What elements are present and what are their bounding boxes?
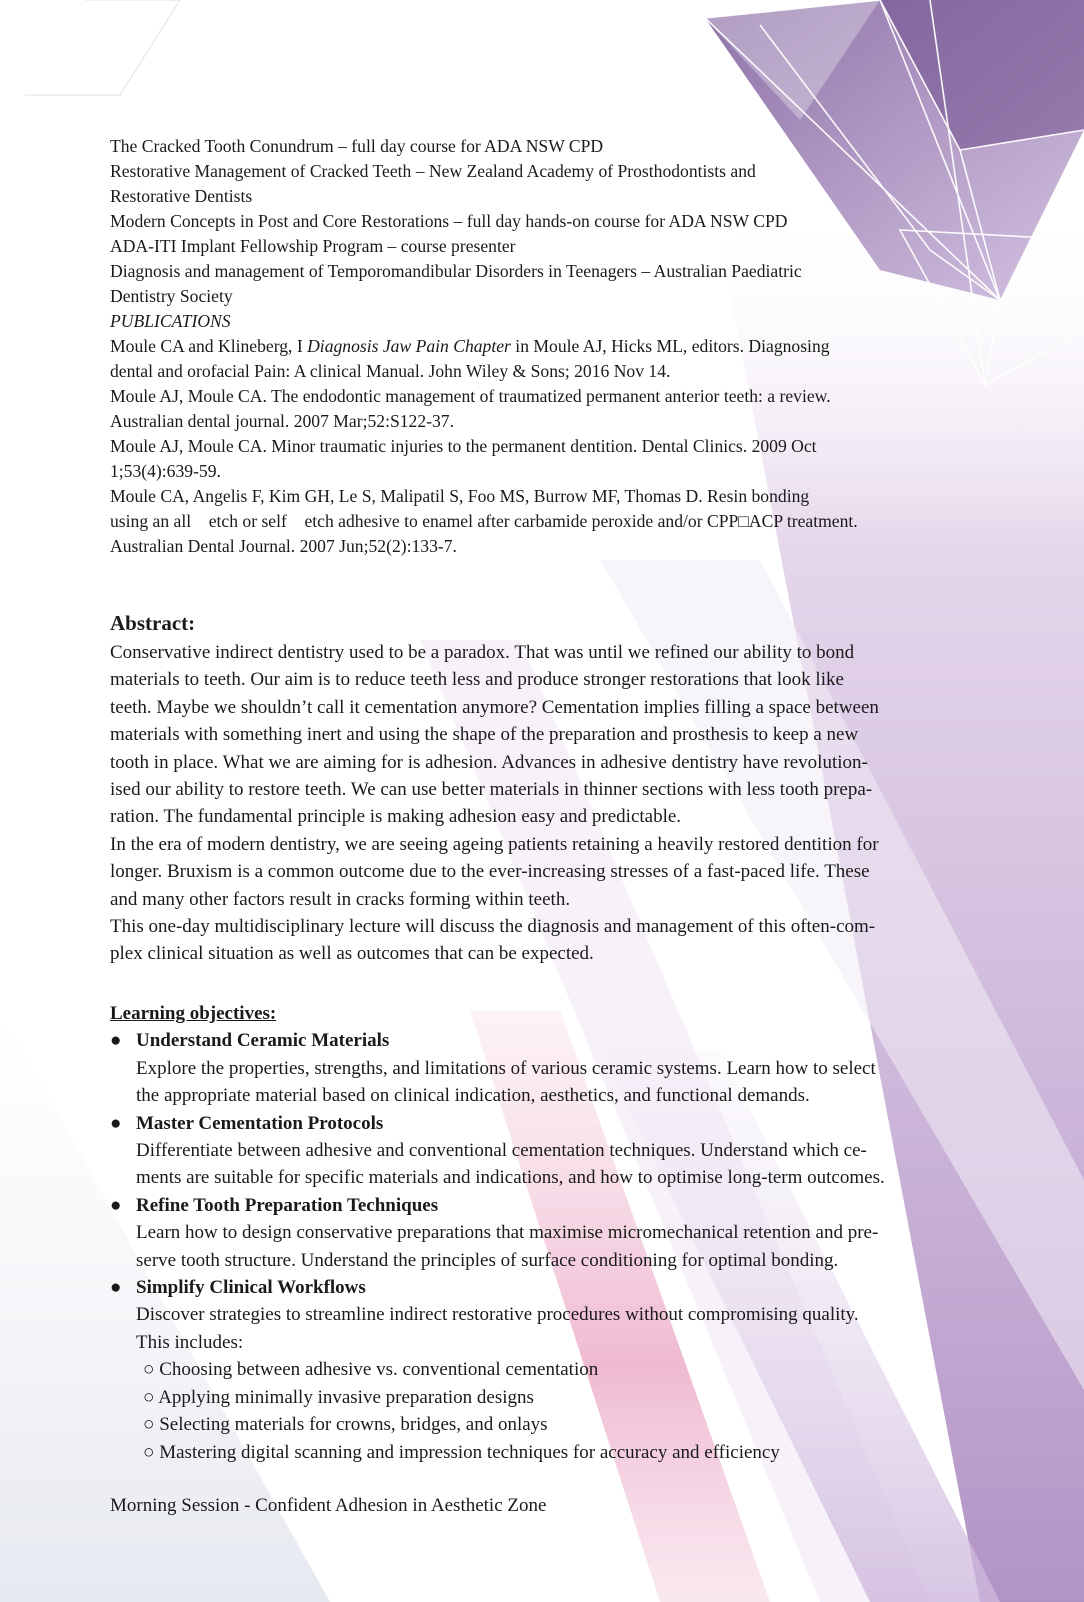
publication-line: using an all etch or self etch adhesive to enamel after carbamide peroxide and/or CPP□ACP treatment.: [110, 511, 858, 531]
abstract-line: Conservative indirect dentistry used to be a paradox. That was until we refined our ability to bond: [110, 642, 855, 663]
abstract-body: [110, 639, 1010, 968]
objective-line: the appropriate material based on clinical indication, aesthetics, and functional demands.: [136, 1085, 810, 1107]
publication-chapter-title: Diagnosis Jaw Pain Chapter: [307, 336, 511, 356]
sub-list-item: ○ Choosing between adhesive vs. conventional cementation: [143, 1359, 599, 1381]
publication-line: 1;53(4):639-59.: [110, 461, 221, 481]
course-line: ADA-ITI Implant Fellowship Program – course presenter: [110, 236, 516, 256]
circle-bullet-icon: ○: [143, 1441, 155, 1463]
objective-description: [110, 1055, 1010, 1110]
circle-bullet-icon: ○: [143, 1359, 155, 1381]
objective-sub-list: [110, 1356, 1010, 1466]
abstract-line: materials with something inert and using the shape of the preparation and prosthesis to keep a new: [110, 724, 859, 746]
objective-title: [110, 1192, 1010, 1219]
objective-title-text: Master Cementation Protocols: [136, 1112, 384, 1134]
objective-description: [110, 1219, 1010, 1274]
publication-authors: Moule CA and Klineberg, I: [110, 336, 308, 356]
abstract-line: In the era of modern dentistry, we are seeing ageing patients retaining a heavily restored dentition for: [110, 833, 879, 855]
bullet-icon: ●: [110, 1194, 122, 1216]
bullet-icon: ●: [110, 1277, 122, 1299]
course-line: Modern Concepts in Post and Core Restorations – full day hands-on course for ADA NSW CPD: [110, 211, 788, 231]
publication-line: Australian Dental Journal. 2007 Jun;52(2):133-7.: [110, 536, 457, 556]
course-line: Dentistry Society: [110, 286, 233, 306]
course-line: The Cracked Tooth Conundrum – full day course for ADA NSW CPD: [110, 136, 604, 156]
objective-title: [110, 1274, 1010, 1301]
sub-list-item: ○ Selecting materials for crowns, bridges, and onlays: [143, 1414, 548, 1436]
objective-line: Discover strategies to streamline indirect restorative procedures without compromising quality.: [136, 1304, 859, 1326]
publication-line: Moule AJ, Moule CA. The endodontic management of traumatized permanent anterior teeth: a review.: [110, 386, 831, 406]
abstract-line: ration. The fundamental principle is making adhesion easy and predictable.: [110, 806, 682, 828]
publication-line: dental and orofacial Pain: A clinical Manual. John Wiley & Sons; 2016 Nov 14.: [110, 361, 671, 381]
abstract-line: plex clinical situation as well as outcomes that can be expected.: [110, 943, 594, 965]
objective-line: This includes:: [136, 1331, 244, 1353]
publication-line: [110, 334, 1010, 359]
objective-line: Differentiate between adhesive and conventional cementation techniques. Understand which ce-: [136, 1140, 867, 1162]
abstract-line: longer. Bruxism is a common outcome due to the ever-increasing stresses of a fast-paced life. These: [110, 861, 870, 883]
publication-line: Australian dental journal. 2007 Mar;52:S122-37.: [110, 411, 454, 431]
objective-line: Explore the properties, strengths, and limitations of various ceramic systems. Learn how to select: [136, 1057, 876, 1079]
abstract-line: tooth in place. What we are aiming for is adhesion. Advances in adhesive dentistry have revolution-: [110, 751, 868, 773]
objective-line: Learn how to design conservative preparations that maximise micromechanical retention and pre-: [136, 1222, 879, 1244]
abstract-line: ised our ability to restore teeth. We can use better materials in thinner sections with less tooth prepa-: [110, 779, 873, 801]
abstract-line: teeth. Maybe we shouldn’t call it cementation anymore? Cementation implies filling a space between: [110, 696, 879, 718]
learning-objectives-section: [110, 1000, 1010, 1466]
publication-editors: in Moule AJ, Hicks ML, editors. Diagnosing: [510, 336, 830, 356]
sub-list-item: ○ Applying minimally invasive preparation designs: [143, 1386, 534, 1408]
objective-title-text: Refine Tooth Preparation Techniques: [136, 1194, 439, 1216]
objective-title: [110, 1110, 1010, 1137]
abstract-line: and many other factors result in cracks forming within teeth.: [110, 888, 571, 910]
objective-description: [110, 1137, 1010, 1192]
session-footer: Morning Session - Confident Adhesion in Aesthetic Zone: [110, 1495, 547, 1516]
objective-description: [110, 1301, 1010, 1356]
circle-bullet-icon: ○: [143, 1414, 155, 1436]
course-line: Restorative Management of Cracked Teeth – New Zealand Academy of Prosthodontists and: [110, 161, 756, 181]
bullet-icon: ●: [110, 1030, 122, 1052]
hex-outline-shape: [25, 0, 180, 95]
bullet-icon: ●: [110, 1112, 122, 1134]
circle-bullet-icon: ○: [143, 1386, 155, 1408]
objective-title-text: Simplify Clinical Workflows: [136, 1277, 366, 1299]
objective-line: ments are suitable for specific materials and indications, and how to optimise long-term outcomes.: [136, 1167, 885, 1189]
abstract-line: This one-day multidisciplinary lecture will discuss the diagnosis and management of this often-com-: [110, 916, 876, 938]
objective-title: [110, 1027, 1010, 1054]
course-line: Diagnosis and management of Temporomandibular Disorders in Teenagers – Australian Paediatric: [110, 261, 802, 281]
objective-title-text: Understand Ceramic Materials: [136, 1030, 390, 1052]
abstract-section: [110, 609, 1010, 968]
sub-list-item: ○ Mastering digital scanning and impression techniques for accuracy and efficiency: [143, 1441, 780, 1463]
learning-objectives-heading: Learning objectives:: [110, 1003, 277, 1024]
publication-line: Moule AJ, Moule CA. Minor traumatic injuries to the permanent dentition. Dental Clinics. 2009 Oct: [110, 436, 817, 456]
abstract-heading: Abstract:: [110, 611, 196, 635]
publications-heading: PUBLICATIONS: [110, 311, 231, 331]
course-line: Restorative Dentists: [110, 186, 253, 206]
publication-line: Moule CA, Angelis F, Kim GH, Le S, Malipatil S, Foo MS, Burrow MF, Thomas D. Resin bonding: [110, 486, 810, 506]
objective-line: serve tooth structure. Understand the principles of surface conditioning for optimal bonding.: [136, 1249, 839, 1271]
abstract-line: materials to teeth. Our aim is to reduce teeth less and produce stronger restorations that look like: [110, 669, 844, 691]
courses-publications-section: [110, 134, 1010, 559]
